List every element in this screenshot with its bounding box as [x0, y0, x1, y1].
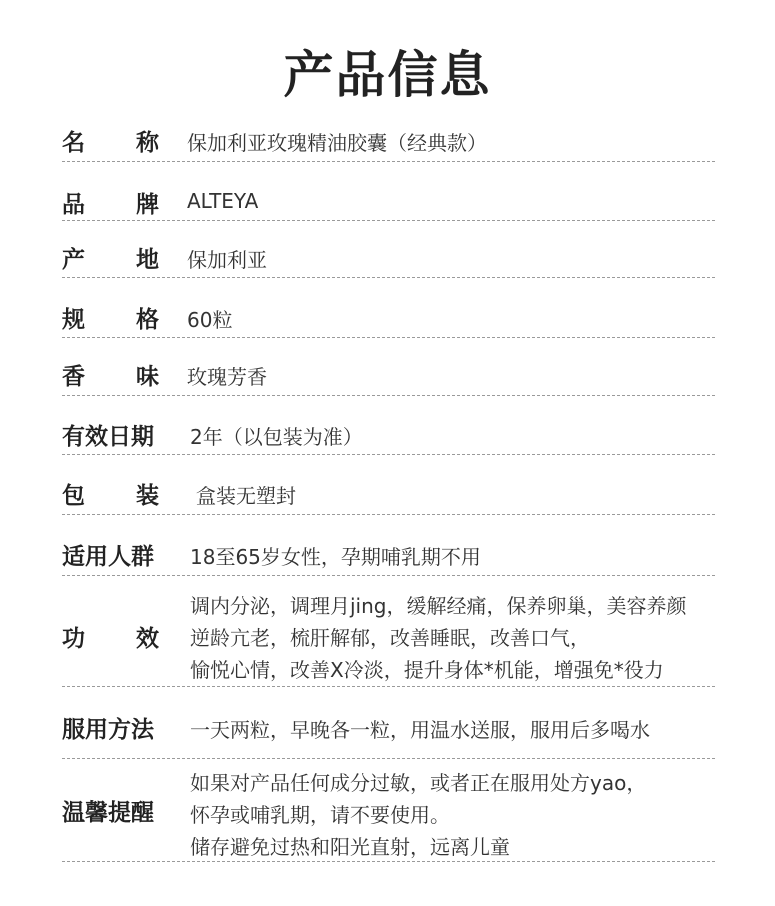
row-value-lines [190, 590, 715, 686]
row-label: 有效日期 [62, 424, 154, 450]
row-value: 保加利亚玫瑰精油胶囊（经典款） [187, 131, 487, 155]
row-value: 60粒 [187, 308, 233, 332]
row-label: 服用方法 [62, 717, 154, 743]
info-row-spec [62, 278, 715, 338]
row-label: 包装 [62, 483, 159, 509]
effects-line: 逆龄亢老，梳肝解郁，改善睡眠，改善口气， [190, 626, 590, 650]
reminder-line: 怀孕或哺乳期，请不要使用。 [190, 803, 450, 827]
info-row-scent [62, 338, 715, 396]
row-label: 功效 [62, 626, 159, 652]
row-value: 玫瑰芳香 [187, 365, 267, 389]
row-value: ALTEYA [187, 189, 259, 213]
row-value: 一天两粒，早晚各一粒，用温水送服，服用后多喝水 [190, 718, 650, 742]
info-row-packaging [62, 455, 715, 515]
info-row-reminder [62, 759, 715, 862]
row-label: 名称 [62, 130, 159, 156]
info-row-shelf-life [62, 396, 715, 455]
row-label: 香味 [62, 364, 159, 390]
row-label: 温馨提醒 [62, 800, 154, 826]
row-value: 盒装无塑封 [196, 484, 296, 508]
row-value: 18至65岁女性，孕期哺乳期不用 [190, 545, 481, 569]
page-title: 产品信息 [283, 45, 492, 104]
info-row-origin [62, 221, 715, 278]
row-value-lines [190, 767, 715, 863]
effects-line: 调内分泌，调理月jing，缓解经痛，保养卵巢，美容养颜 [190, 594, 687, 618]
row-value: 2年（以包装为准） [190, 425, 363, 449]
effects-line: 愉悦心情，改善X冷淡，提升身体*机能，增强免*役力 [190, 658, 664, 682]
info-row-effects [62, 576, 715, 687]
row-label: 规格 [62, 307, 159, 333]
reminder-line: 储存避免过热和阳光直射，远离儿童 [190, 835, 510, 859]
reminder-line: 如果对产品任何成分过敏，或者正在服用处方yao， [190, 771, 647, 795]
info-row-target-users [62, 515, 715, 576]
info-row-name [62, 115, 715, 162]
row-label: 适用人群 [62, 544, 154, 570]
info-row-usage [62, 687, 715, 759]
info-row-brand [62, 162, 715, 221]
row-label: 品牌 [62, 192, 159, 218]
row-label: 产地 [62, 247, 159, 273]
row-value: 保加利亚 [187, 248, 267, 272]
